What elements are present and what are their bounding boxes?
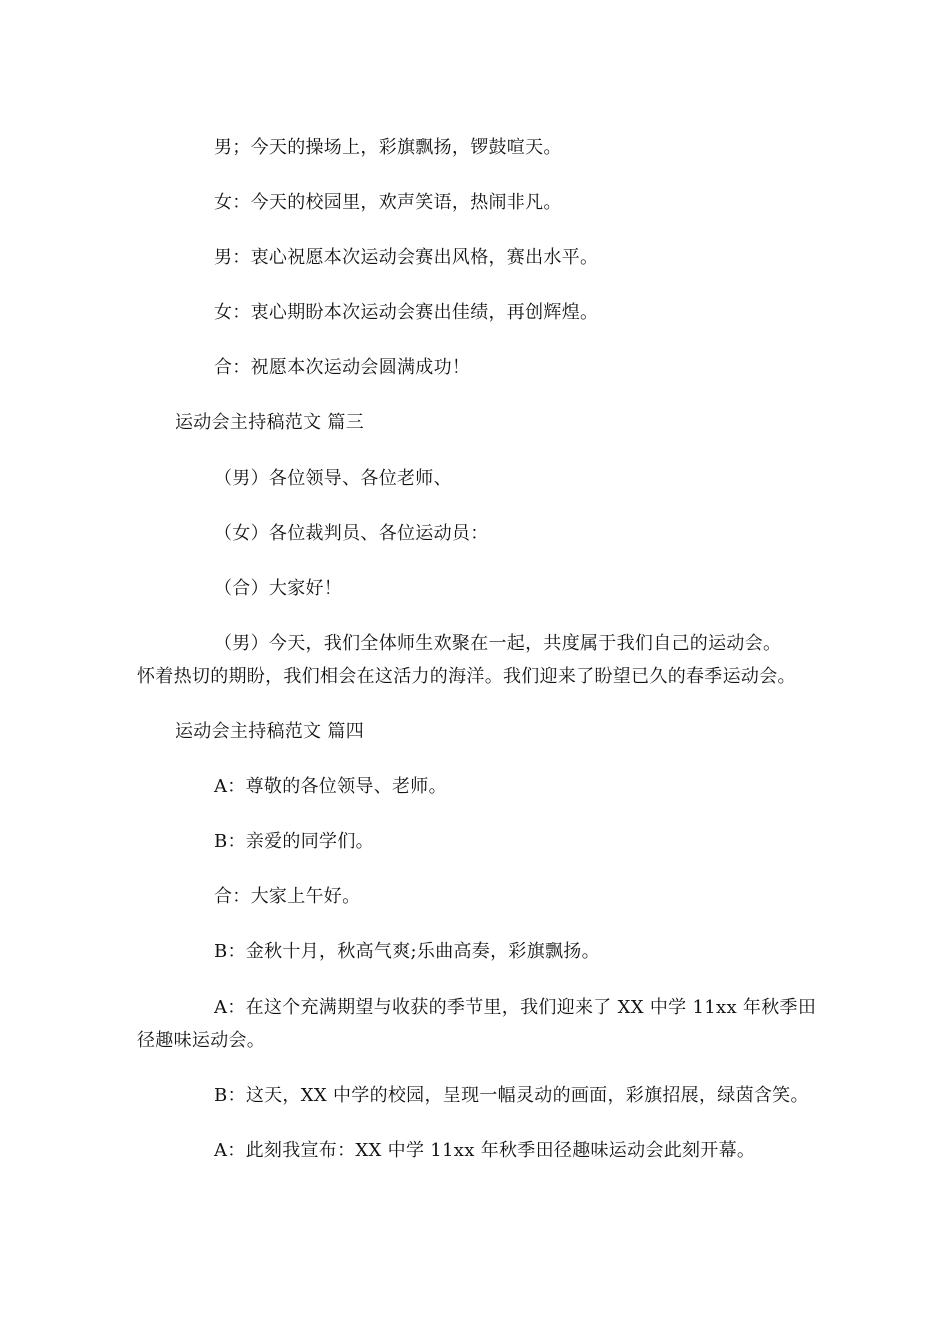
dialogue-line: B：这天，XX 中学的校园，呈现一幅灵动的画面，彩旗招展，绿茵含笑。 [214,1085,809,1106]
dialogue-line: A：在这个充满期望与收获的季节里，我们迎来了 XX 中学 11xx 年秋季田 [214,997,817,1018]
dialogue-line: （女）各位裁判员、各位运动员： [214,523,489,544]
dialogue-line: 男：衷心祝愿本次运动会赛出风格，赛出水平。 [214,247,599,268]
dialogue-line: 男；今天的操场上，彩旗飘扬，锣鼓喧天。 [214,137,562,158]
dialogue-line-continued: 径趣味运动会。 [137,1030,266,1051]
dialogue-line: 合：祝愿本次运动会圆满成功！ [214,357,471,378]
dialogue-line: B：亲爱的同学们。 [214,831,374,852]
dialogue-line: 女：衷心期盼本次运动会赛出佳绩，再创辉煌。 [214,302,599,323]
dialogue-line: 女：今天的校园里，欢声笑语，热闹非凡。 [214,192,562,213]
section-heading: 运动会主持稿范文 篇三 [175,412,365,433]
dialogue-line: （合）大家好！ [214,578,343,599]
section-heading: 运动会主持稿范文 篇四 [175,721,365,742]
dialogue-line-continued: 怀着热切的期盼，我们相会在这活力的海洋。我们迎来了盼望已久的春季运动会。 [137,666,796,687]
dialogue-line: 合：大家上午好。 [214,886,361,907]
dialogue-line: B：金秋十月，秋高气爽;乐曲高奏，彩旗飘扬。 [214,941,600,962]
dialogue-line: A：尊敬的各位领导、老师。 [214,776,447,797]
dialogue-line: （男）今天，我们全体师生欢聚在一起，共度属于我们自己的运动会。 [214,633,782,654]
dialogue-line: （男）各位领导、各位老师、 [214,468,452,489]
dialogue-line: A：此刻我宣布：XX 中学 11xx 年秋季田径趣味运动会此刻开幕。 [214,1140,756,1161]
